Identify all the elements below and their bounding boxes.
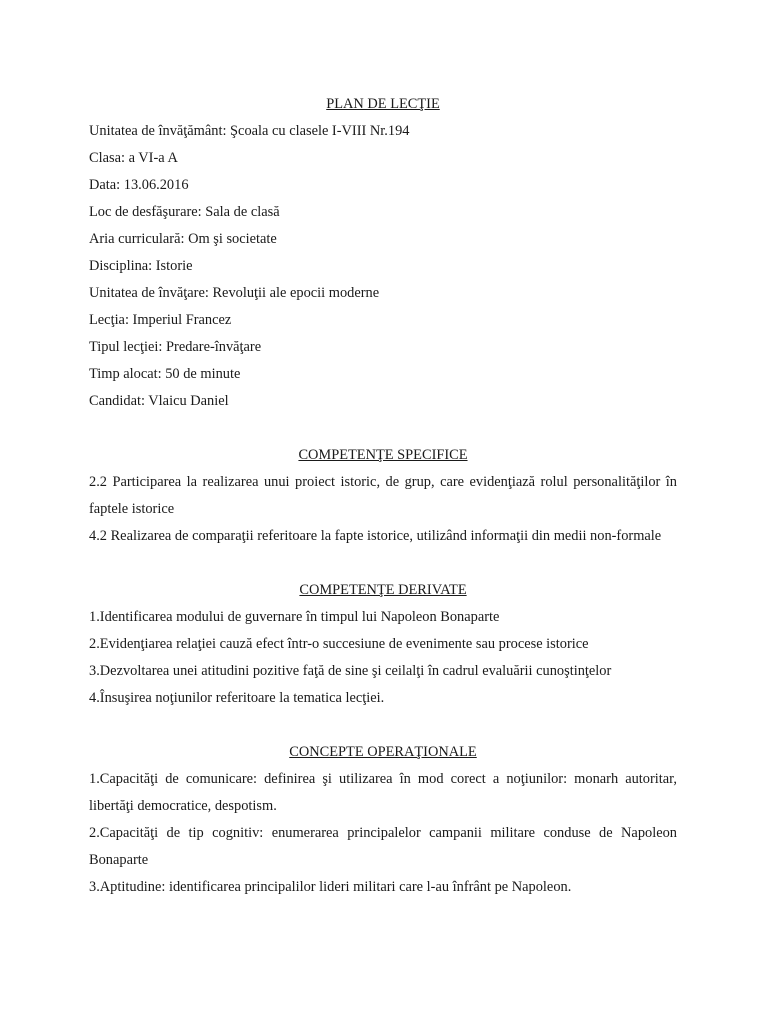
concepte-operationale-heading: CONCEPTE OPERAŢIONALE [289, 744, 477, 760]
field-unitatea-invatare: Unitatea de învăţare: Revoluţii ale epocii moderne [89, 285, 380, 301]
field-aria: Aria curriculară: Om şi societate [89, 231, 277, 247]
header-fields [89, 118, 677, 415]
competente-specifice-heading: COMPETENŢE SPECIFICE [298, 447, 468, 463]
competenta-specifica-item: 2.2 Participarea la realizarea unui proiect istoric, de grup, care evidenţiază rolul personalităţilor în faptele istorice [89, 474, 677, 517]
field-data: Data: 13.06.2016 [89, 177, 189, 193]
field-disciplina: Disciplina: Istorie [89, 258, 193, 274]
field-clasa: Clasa: a VI-a A [89, 150, 178, 166]
competenta-derivata-item: 3.Dezvoltarea unei atitudini pozitive faţă de sine şi ceilalţi în cadrul evaluării cunoştinţelor [89, 663, 612, 679]
field-timp: Timp alocat: 50 de minute [89, 366, 241, 382]
competenta-derivata-item: 4.Însuşirea noţiunilor referitoare la tematica lecţiei. [89, 690, 385, 706]
field-candidat: Candidat: Vlaicu Daniel [89, 393, 229, 409]
competente-derivate-heading: COMPETENŢE DERIVATE [299, 582, 467, 598]
concept-operational-item: 2.Capacităţi de tip cognitiv: enumerarea principalelor campanii militare conduse de Napoleon Bonaparte [89, 825, 677, 868]
concept-operational-item: 1.Capacităţi de comunicare: definirea şi utilizarea în mod corect a noţiunilor: monarh autoritar, libertăţi democratice, despotism. [89, 771, 677, 814]
competenta-derivata-item: 1.Identificarea modului de guvernare în timpul lui Napoleon Bonaparte [89, 609, 500, 625]
field-loc: Loc de desfăşurare: Sala de clasă [89, 204, 280, 220]
document-content [89, 91, 677, 901]
competenta-specifica-item: 4.2 Realizarea de comparaţii referitoare la fapte istorice, utilizând informaţii din medii non-formale [89, 528, 662, 544]
field-tipul: Tipul lecţiei: Predare-învăţare [89, 339, 262, 355]
concept-operational-item: 3.Aptitudine: identificarea principalilor lideri militari care l-au înfrânt pe Napoleon. [89, 879, 572, 895]
competenta-derivata-item: 2.Evidenţiarea relaţiei cauză efect într-o succesiune de evenimente sau procese istorice [89, 636, 589, 652]
plan-title: PLAN DE LECŢIE [326, 96, 440, 112]
field-unitate: Unitatea de învăţământ: Şcoala cu clasele I-VIII Nr.194 [89, 123, 410, 139]
field-lectia: Lecţia: Imperiul Francez [89, 312, 232, 328]
